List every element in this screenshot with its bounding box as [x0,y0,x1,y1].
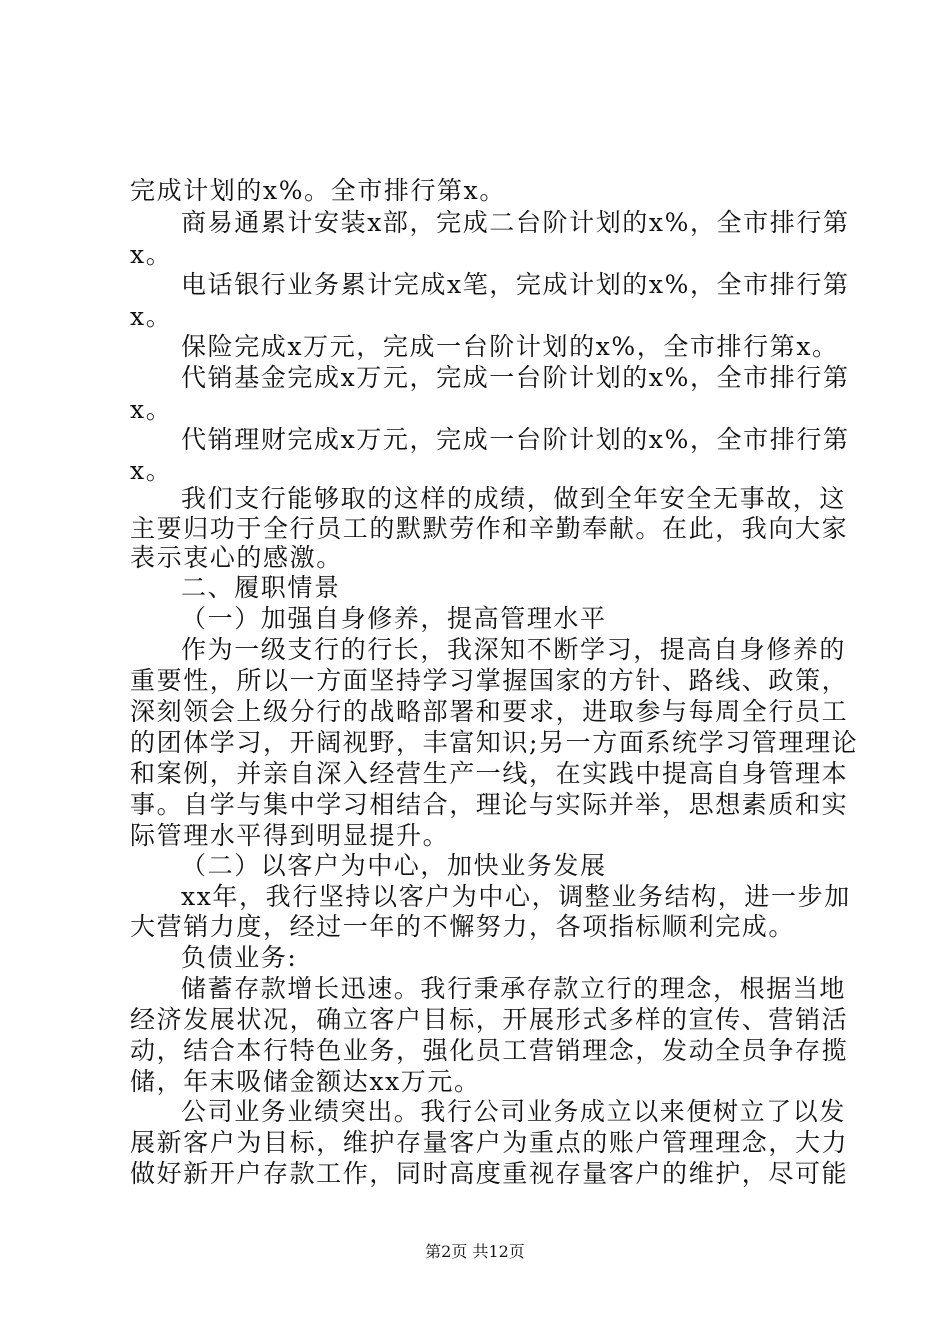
text-line: 作为一级支行的行长，我深知不断学习，提高自身修养的 [181,635,847,664]
text-line: 主要归功于全行员工的默默劳作和辛勤奉献。在此，我向大家 [130,514,849,543]
text-line: 代销理财完成x万元，完成一台阶计划的x%，全市排行第 [181,425,850,454]
text-line: 表示衷心的感激。 [130,543,343,572]
text-line: 代销基金完成x万元，完成一台阶计划的x%，全市排行第 [181,363,850,392]
text-line: xx年，我行坚持以客户为中心，调整业务结构，进一步加 [181,882,851,911]
text-line: 保险完成x万元，完成一台阶计划的x%，全市排行第x。 [181,332,839,361]
text-line: 我们支行能够取的这样的成绩，做到全年安全无事故，这 [181,484,847,513]
text-line: 重要性，所以一方面坚持学习掌握国家的方针、路线、政策， [130,666,849,695]
text-line: 商易通累计安装x部，完成二台阶计划的x%，全市排行第 [181,208,850,237]
text-line: 负债业务: [181,943,298,972]
subsection-heading: （二）以客户为中心，加快业务发展 [181,851,607,880]
text-line: 际管理水平得到明显提升。 [130,821,450,850]
text-line: 的团体学习，开阔视野，丰富知识;另一方面系统学习管理理论 [130,728,859,757]
section-heading: 二、履职情景 [181,573,341,602]
text-line: 深刻领会上级分行的战略部署和要求，进取参与每周全行员工 [130,697,849,726]
text-line: 储，年末吸储金额达xx万元。 [130,1067,481,1096]
text-line: 大营销力度，经过一年的不懈努力，各项指标顺利完成。 [130,912,796,941]
text-line: x。 [130,240,173,269]
text-line: 电话银行业务累计完成x笔，完成计划的x%，全市排行第 [181,270,850,299]
text-line: 展新客户为目标，维护存量客户为重点的账户管理理念，大力 [130,1128,849,1157]
text-line: 公司业务业绩突出。我行公司业务成立以来便树立了以发 [181,1097,847,1126]
text-line: 储蓄存款增长迅速。我行秉承存款立行的理念，根据当地 [181,974,847,1003]
page-footer: 第2页 共12页 [425,1242,525,1261]
text-line: x。 [130,302,173,331]
text-line: 经济发展状况，确立客户目标，开展形式多样的宣传、营销活 [130,1005,849,1034]
text-line: x。 [130,395,173,424]
text-line: 完成计划的x%。全市排行第x。 [130,176,506,205]
text-line: 事。自学与集中学习相结合，理论与实际并举，思想素质和实 [130,790,849,819]
text-line: 动，结合本行特色业务，强化员工营销理念，发动全员争存揽 [130,1036,849,1065]
text-line: 和案例，并亲自深入经营生产一线，在实践中提高自身管理本 [130,759,849,788]
text-line: x。 [130,456,173,485]
text-line: 做好新开户存款工作，同时高度重视存量客户的维护，尽可能 [130,1159,849,1188]
subsection-heading: （一）加强自身修养，提高管理水平 [181,604,607,633]
